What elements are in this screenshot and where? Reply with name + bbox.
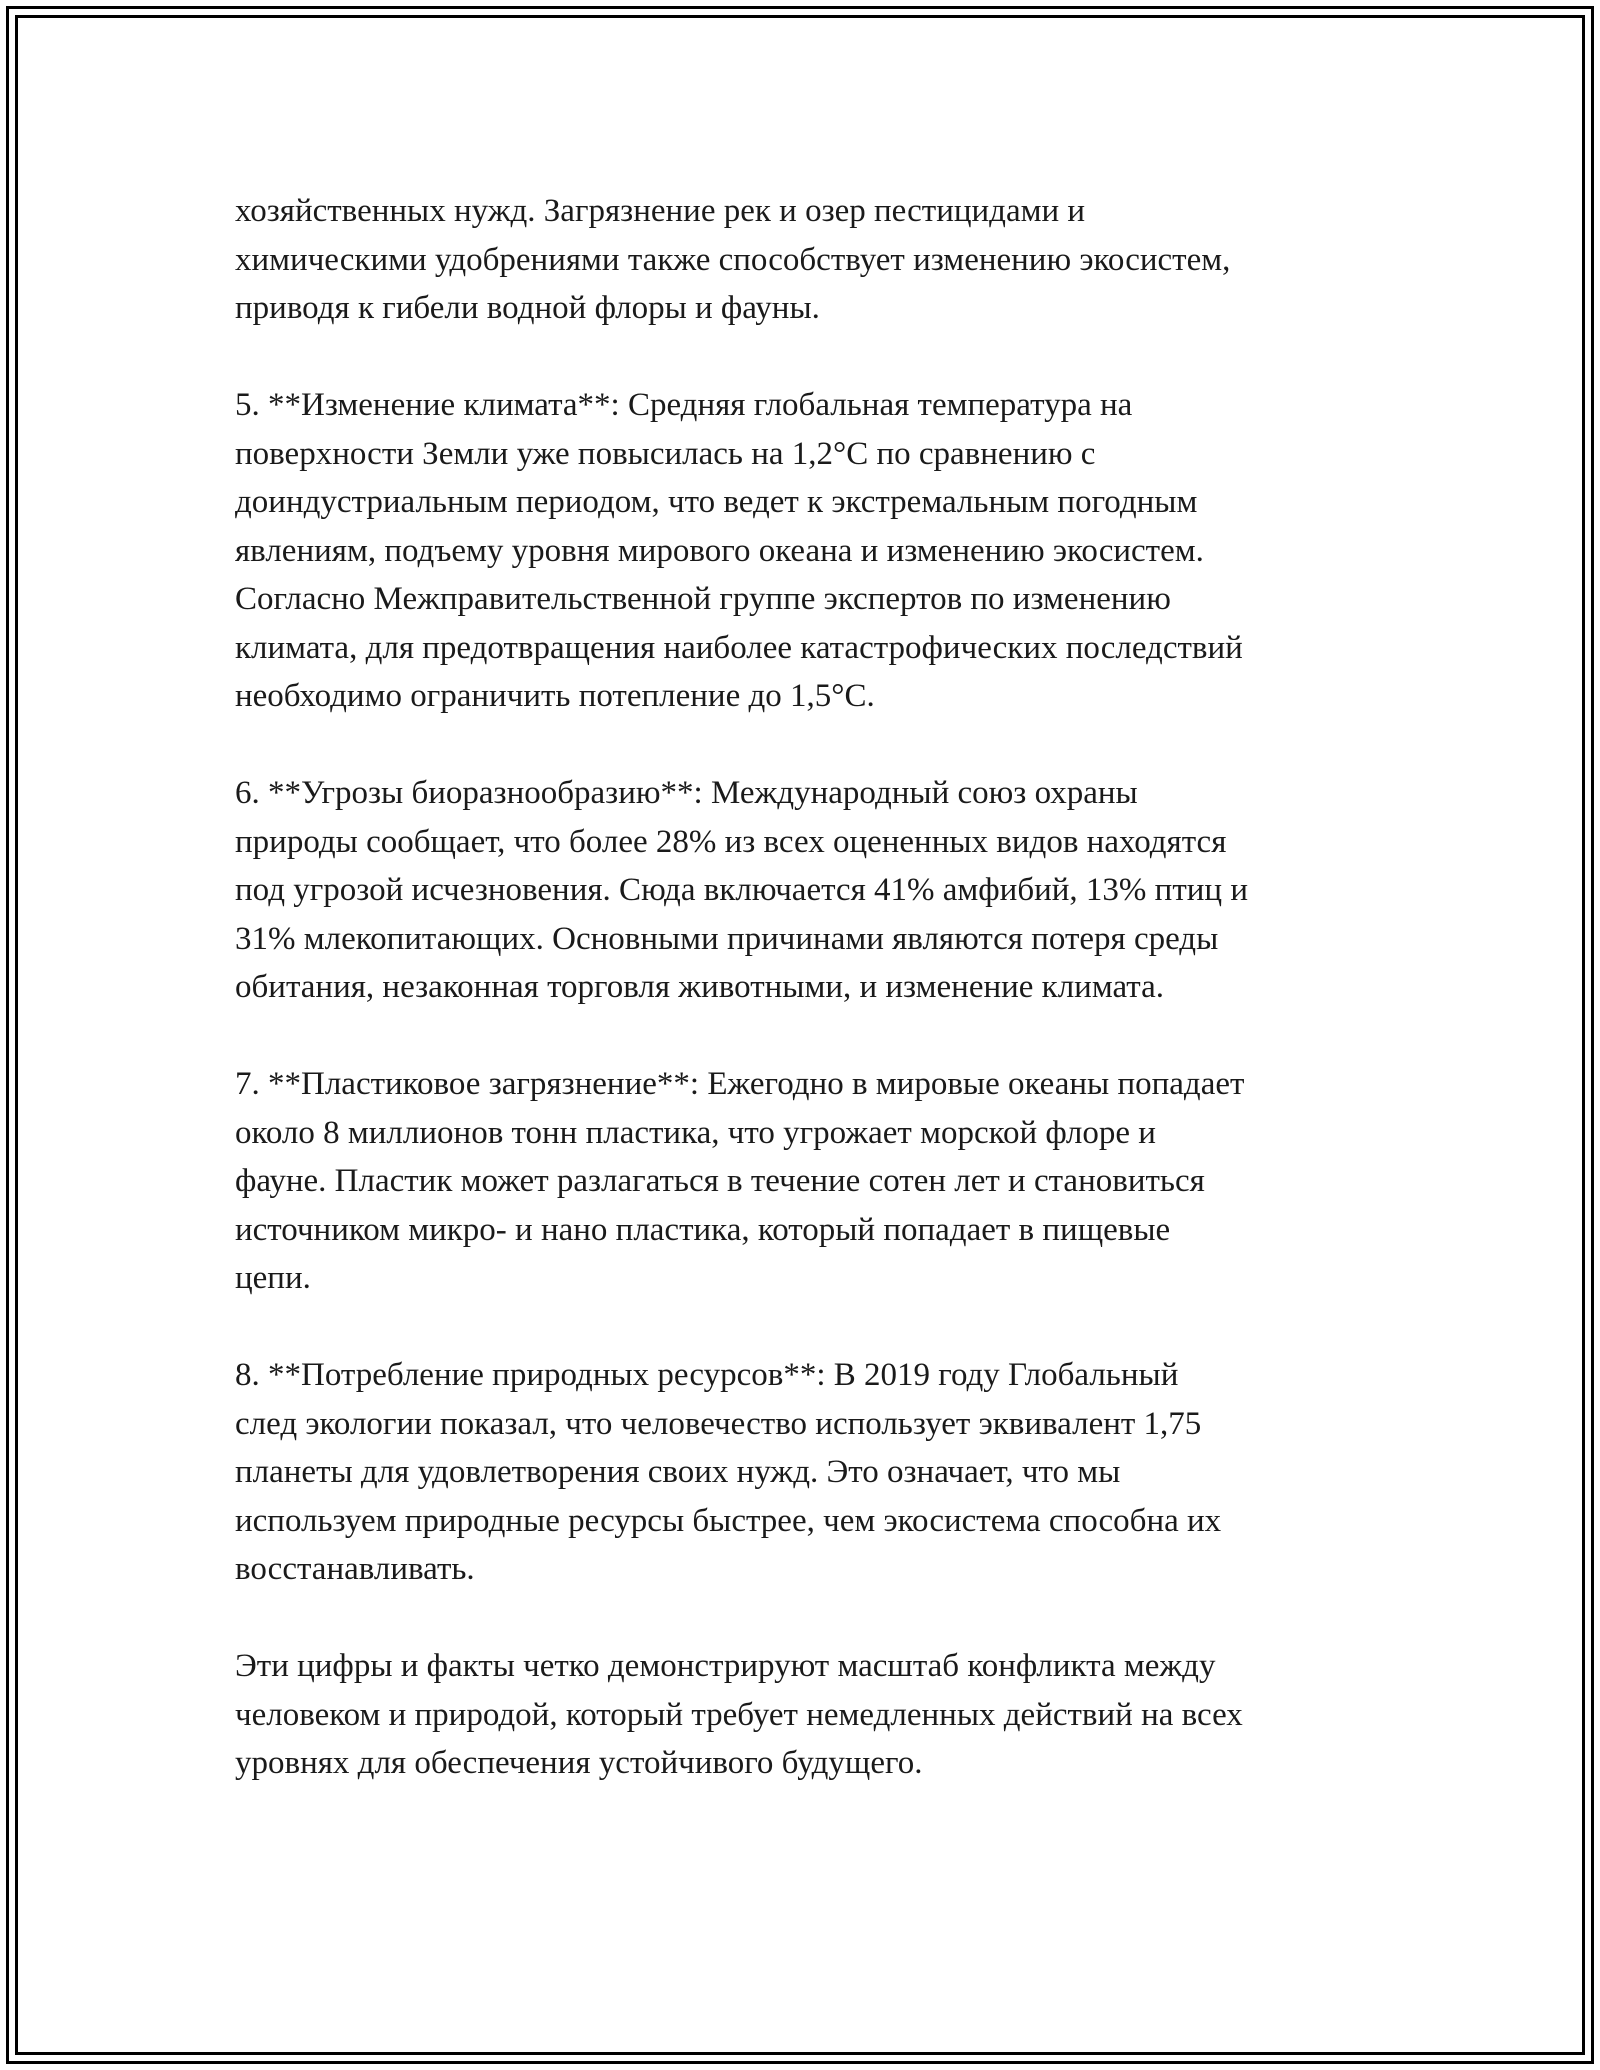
paragraph-water-pollution-continued: хозяйственных нужд. Загрязнение рек и озер пестицидами и химическими удобрениями также способствует изменению экосистем, приводя к гибели водной флоры и фауны. [235, 193, 1231, 326]
paragraph-climate-change: 5. **Изменение климата**: Средняя глобальная температура на поверхности Земли уже повысилась на 1,2°C по сравнению с доиндустриальным периодом, что ведет к экстремальным погодным явлениям, подъему уровня мирового океана и изменению экосистем. Согласно Межправительственной группе экспертов по изменению климата, для предотвращения наиболее катастрофических последствий необходимо ограничить потепление до 1,5°C. [235, 387, 1243, 714]
paragraph-plastic-pollution: 7. **Пластиковое загрязнение**: Ежегодно в мировые океаны попадает около 8 миллионов тонн пластика, что угрожает морской флоре и фауне. Пластик может разлагаться в течение сотен лет и становиться источником микро- и нано пластика, который попадает в пищевые цепи. [235, 1066, 1245, 1296]
paragraph-biodiversity-threats: 6. **Угрозы биоразнообразию**: Международный союз охраны природы сообщает, что более 28% из всех оцененных видов находятся под угрозой исчезновения. Сюда включается 41% амфибий, 13% птиц и 31% млекопитающих. Основными причинами являются потеря среды обитания, незаконная торговля животными, и изменение климата. [235, 775, 1248, 1005]
document-body [235, 187, 1375, 1836]
paragraph-resource-consumption: 8. **Потребление природных ресурсов**: В 2019 году Глобальный след экологии показал, что человечество использует эквивалент 1,75 планеты для удовлетворения своих нужд. Это означает, что мы используем природные ресурсы быстрее, чем экосистема способна их восстанавливать. [235, 1357, 1222, 1587]
paragraph-conclusion: Эти цифры и факты четко демонстрируют масштаб конфликта между человеком и природой, который требует немедленных действий на всех уровнях для обеспечения устойчивого будущего. [235, 1648, 1243, 1781]
